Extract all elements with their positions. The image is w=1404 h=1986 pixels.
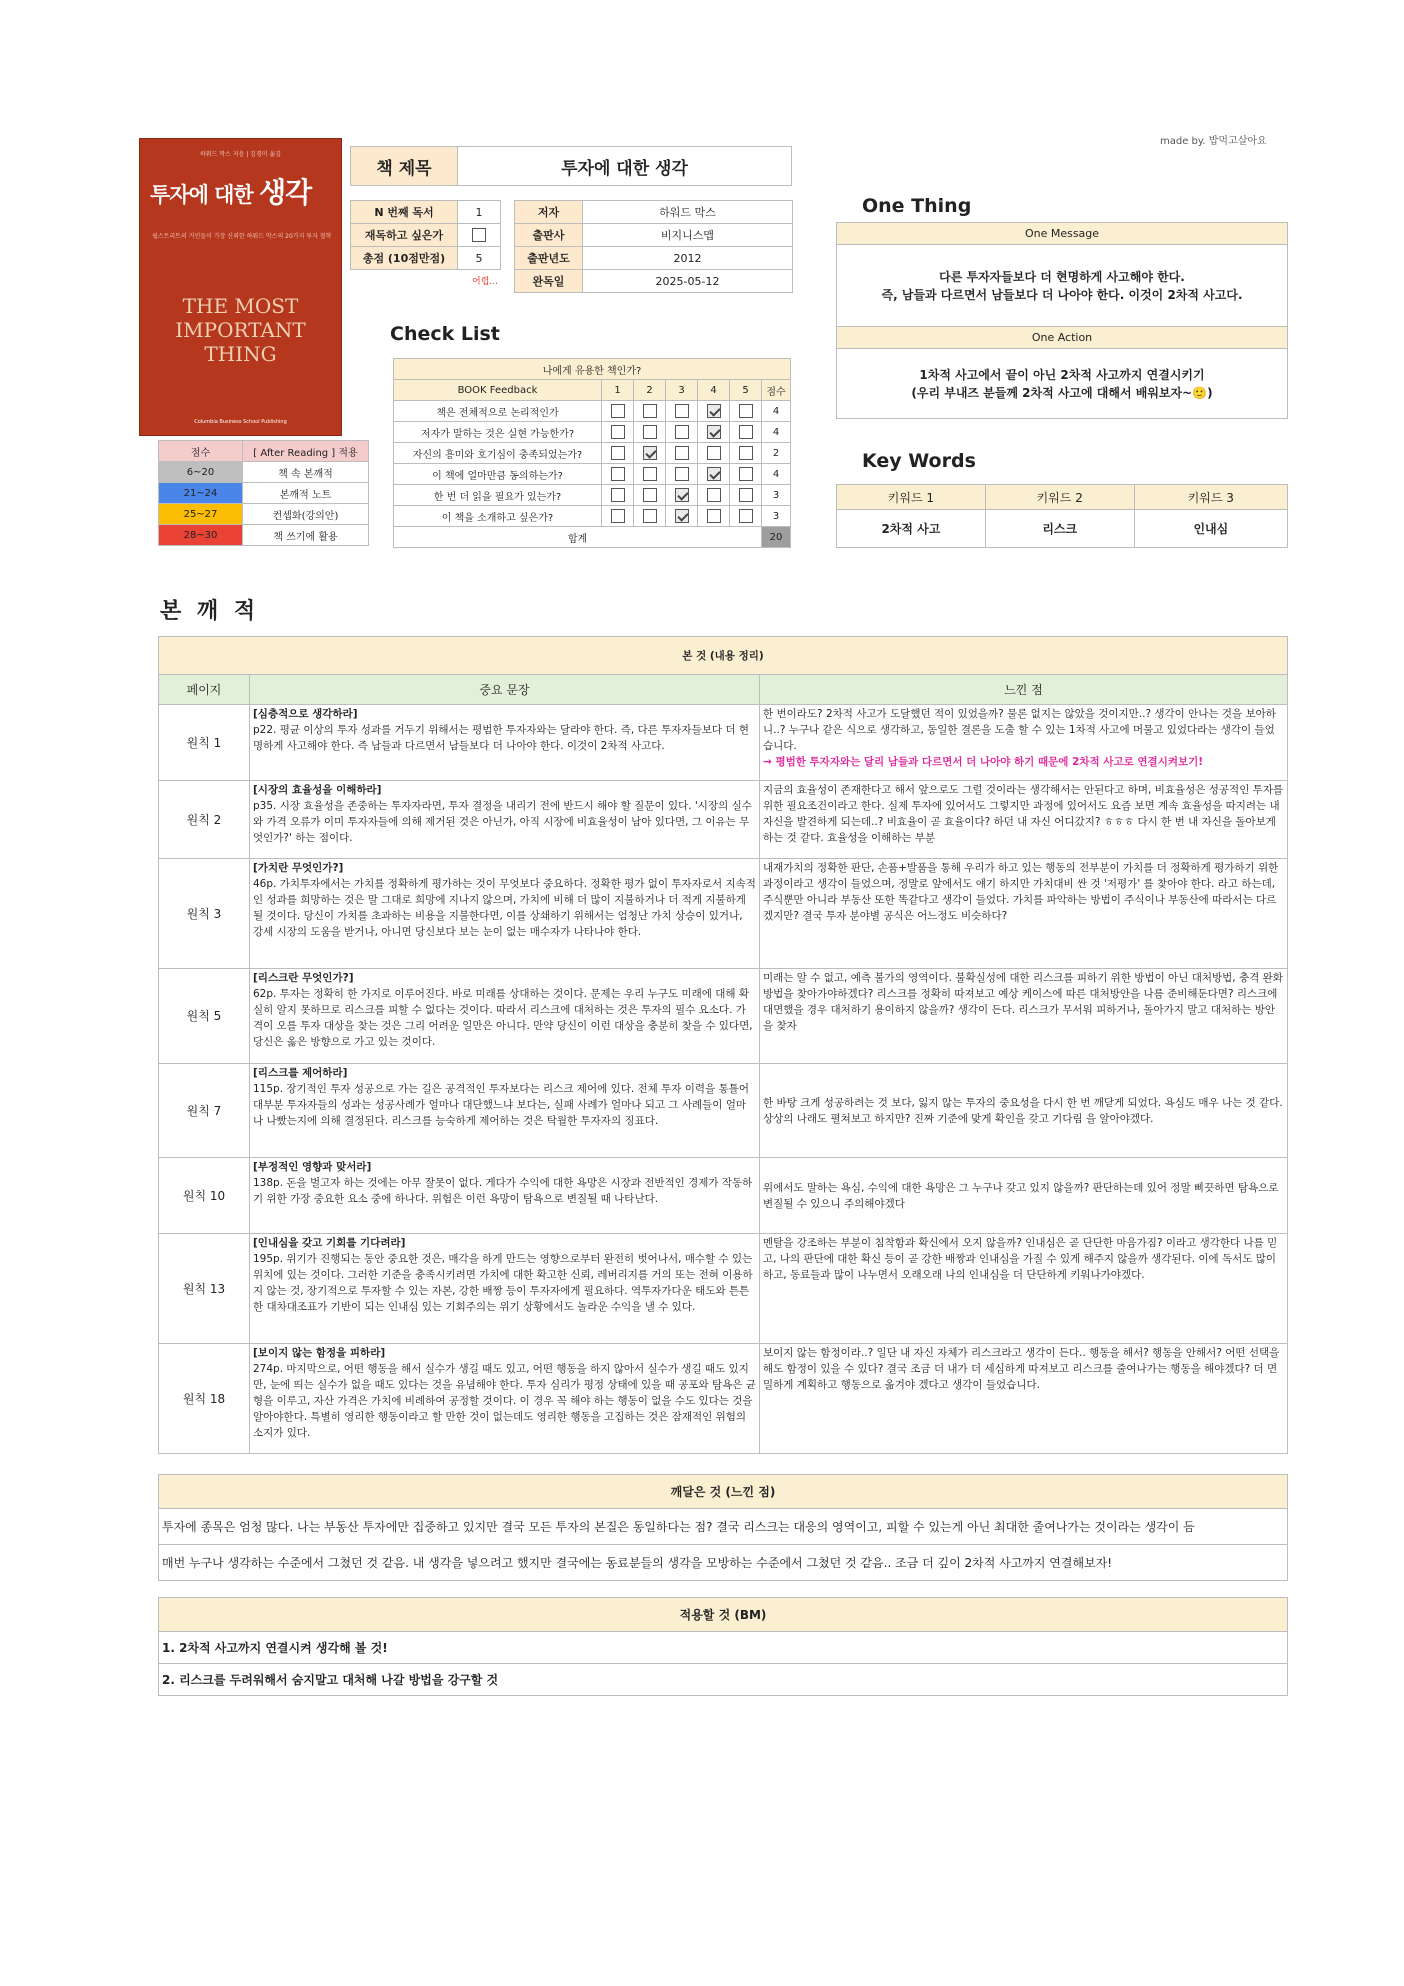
principle-sentence <box>250 859 760 969</box>
principle-text: 274p. 마지막으로, 어떤 행동을 해서 실수가 생길 때도 있고, 어떤 행동을 하지 않아서 실수가 생길 때도 있지만, 눈에 띄는 실수가 없을 때도 있다는 것을 유념해야 한다. 투자 심리가 평정 상태에 있을 때 공포와 탐욕은 균형을 이루고, 자산 가격은 가치에 비례하여 공정할 것이다. 이 경우 꼭 해야 하는 행동이 없을 수도 있다는 것을 알아야한다. 특별히 영리한 행동이라고 할 만한 것이 없는데도 영리한 행동을 고집하는 것은 잠재적인 위험의 소지가 있다. <box>253 1363 756 1439</box>
principle-heading: [심층적으로 생각하라] <box>253 708 358 720</box>
checkbox-cell <box>730 506 762 527</box>
keywords-table <box>836 484 1288 548</box>
score-col-2: 2 <box>634 380 666 401</box>
info-table <box>350 200 793 293</box>
principle-feel <box>760 859 1288 969</box>
feedback-col-head: BOOK Feedback <box>394 380 602 401</box>
score-checkbox[interactable] <box>611 404 625 418</box>
cover-title: 투자에 대한 생각 <box>150 176 312 209</box>
apply-line-2: 2. 리스크를 두려워해서 숨지말고 대처해 나갈 방법을 강구할 것 <box>159 1664 1288 1696</box>
done-label: 완독일 <box>515 270 583 293</box>
score-checkbox[interactable] <box>611 509 625 523</box>
realize-title: 깨달은 것 (느낀 점) <box>159 1475 1288 1509</box>
legend-head-apply: [ After Reading ] 적용 <box>243 441 369 462</box>
checklist-question-text: 자신의 흥미와 호기심이 충족되었는가? <box>394 443 602 464</box>
book-cover <box>139 138 342 436</box>
principle-feel <box>760 781 1288 859</box>
principle-row <box>159 705 1288 781</box>
publisher-value: 비지니스맵 <box>583 224 793 247</box>
nth-value: 1 <box>458 201 501 224</box>
score-checkbox[interactable] <box>611 467 625 481</box>
cover-english-title: THE MOST IMPORTANT THING <box>175 294 306 366</box>
feel-text: 보이지 않는 함정이라..? 일단 내 자신 자체가 리스크라고 생각이 든다.. 행동을 해서? 행동을 안해서? 어떤 선택을 해도 함정이 있을 수 있다? 결국 조금 더 내가 더 세심하게 따져보고 리스크를 줄여나가는 행동을 해야겠다? 더 면밀하게 계획하고 행동으로 옮겨야 겠다고 생각이 들었습니다. <box>763 1347 1280 1391</box>
score-checkbox[interactable] <box>675 425 689 439</box>
principle-feel <box>760 969 1288 1064</box>
principle-row <box>159 1158 1288 1234</box>
principle-page: 원칙 7 <box>159 1064 250 1158</box>
checkbox-cell <box>730 464 762 485</box>
done-value: 2025-05-12 <box>583 270 793 293</box>
principle-page: 원칙 2 <box>159 781 250 859</box>
checklist-row-score: 4 <box>762 401 791 422</box>
score-checkbox[interactable] <box>707 425 721 439</box>
score-checkbox[interactable] <box>739 488 753 502</box>
keyword-1: 2차적 사고 <box>837 510 986 548</box>
checkbox-cell <box>666 506 698 527</box>
principle-text: p22. 평균 이상의 투자 성과를 거두기 위해서는 평범한 투자자와는 달라야 한다. 즉, 다른 투자자들보다 더 현명하게 사고해야 한다. 즉 남들과 다르면서 남들보다 더 나아야 한다. 이것이 2차적 사고다. <box>253 724 749 752</box>
checkbox-cell <box>634 443 666 464</box>
score-legend <box>158 440 369 546</box>
principle-heading: [리스크를 제어하라] <box>253 1067 348 1079</box>
score-checkbox[interactable] <box>739 404 753 418</box>
feel-text: 내재가치의 정확한 판단, 손품+발품을 통해 우리가 하고 있는 행동의 전부분이 가치를 더 정확하게 평가하기 위한 과정이라고 생각이 들었으며, 정말로 앞에서도 얘기 하지만 가치대비 싼 것 '저평가' 를 찾아야 한다. 라고 하는데, 주식뿐만 아니라 부동산 또한 똑같다고 생각이 들었다. 가치를 파악하는 방법이 주식이나 부동산에 따라서는 다르겠지만? 결국 투자 분야별 공식은 어느정도 비슷하다? <box>763 862 1279 922</box>
score-col-4: 4 <box>698 380 730 401</box>
score-col-total: 점수 <box>762 380 791 401</box>
checkbox-cell <box>730 401 762 422</box>
checkbox-cell <box>666 401 698 422</box>
score-checkbox[interactable] <box>739 509 753 523</box>
legend-head-score: 점수 <box>159 441 243 462</box>
checklist-row <box>394 422 791 443</box>
checkbox-cell <box>666 443 698 464</box>
principle-sentence <box>250 1234 760 1344</box>
feel-text: 미래는 알 수 없고, 예측 불가의 영역이다. 불확실성에 대한 리스크를 피하기 위한 방법이 아닌 대처방법, 충격 완화 방법을 찾아가야하겠다? 리스크를 정확히 따져보고 예상 케이스에 따른 대처방안을 나름 준비해둔다면? 리스크에 대면했을 경우 대처하기 용이하지 않을까? 생각이 든다. 리스크가 무서워 피하거나, 돌아가지 말고 대처하는 방안을 찾자 <box>763 972 1283 1032</box>
checklist-row <box>394 443 791 464</box>
legend-range: 25~27 <box>159 504 243 525</box>
col-feel: 느낀 점 <box>760 675 1288 705</box>
principle-page: 원칙 18 <box>159 1344 250 1454</box>
score-checkbox[interactable] <box>675 467 689 481</box>
one-action-label: One Action <box>837 327 1288 349</box>
checkbox-cell <box>602 443 634 464</box>
seen-table <box>158 636 1288 1454</box>
checkbox-cell <box>730 443 762 464</box>
checklist-row-score: 3 <box>762 485 791 506</box>
checkbox-cell <box>698 485 730 506</box>
reread-checkbox-cell <box>458 224 501 247</box>
nth-label: N 번째 독서 <box>351 201 458 224</box>
score-col-5: 5 <box>730 380 762 401</box>
checklist-question-text: 이 책을 소개하고 싶은가? <box>394 506 602 527</box>
score-checkbox[interactable] <box>643 404 657 418</box>
checklist-question: 나에게 유용한 책인가? <box>394 359 791 380</box>
checklist-row <box>394 401 791 422</box>
score-checkbox[interactable] <box>611 425 625 439</box>
keywords-heading: Key Words <box>862 450 976 472</box>
one-action: 1차적 사고에서 끝이 아닌 2차적 사고까지 연결시키기 (우리 부내즈 분들께 2차적 사고에 대해서 배워보자~🙂) <box>837 349 1288 419</box>
legend-range: 21~24 <box>159 483 243 504</box>
principle-feel <box>760 1064 1288 1158</box>
keyword-3-label: 키워드 3 <box>1134 485 1287 510</box>
principle-sentence <box>250 1158 760 1234</box>
score-checkbox[interactable] <box>739 425 753 439</box>
score-checkbox[interactable] <box>707 488 721 502</box>
total-value: 5 <box>458 247 501 270</box>
keyword-2: 리스크 <box>985 510 1134 548</box>
principle-page: 원칙 5 <box>159 969 250 1064</box>
principle-feel <box>760 1234 1288 1344</box>
difficulty-note: 어렵... <box>472 277 498 287</box>
cover-publisher: Columbia Business School Publishing <box>194 419 287 425</box>
checkbox-cell <box>698 422 730 443</box>
checkbox-cell <box>634 506 666 527</box>
score-checkbox[interactable] <box>739 467 753 481</box>
principle-feel <box>760 705 1288 781</box>
score-checkbox[interactable] <box>707 446 721 460</box>
principle-sentence <box>250 969 760 1064</box>
checklist-heading: Check List <box>390 323 500 345</box>
col-sentence: 중요 문장 <box>250 675 760 705</box>
checkbox-cell <box>634 485 666 506</box>
principle-row <box>159 969 1288 1064</box>
checkbox-cell <box>730 485 762 506</box>
checklist-sum: 20 <box>762 527 791 548</box>
legend-apply: 본깨적 노트 <box>243 483 369 504</box>
checkbox-cell <box>634 422 666 443</box>
principle-row <box>159 1064 1288 1158</box>
score-checkbox[interactable] <box>643 467 657 481</box>
score-checkbox[interactable] <box>707 467 721 481</box>
principle-page: 원칙 3 <box>159 859 250 969</box>
checklist-question-text: 한 번 더 읽을 필요가 있는가? <box>394 485 602 506</box>
one-thing-table <box>836 222 1288 419</box>
checklist-sum-label: 합계 <box>394 527 762 548</box>
year-value: 2012 <box>583 247 793 270</box>
title-label: 책 제목 <box>351 147 458 186</box>
checkbox-cell <box>698 506 730 527</box>
legend-row <box>159 462 369 483</box>
legend-range: 6~20 <box>159 462 243 483</box>
score-checkbox[interactable] <box>739 446 753 460</box>
checkbox-cell <box>634 464 666 485</box>
checklist-question-text: 이 책에 얼마만큼 동의하는가? <box>394 464 602 485</box>
principle-sentence <box>250 1064 760 1158</box>
cover-subtitle: 월스트리트의 거인들이 가장 신뢰한 하워드 막스의 20가지 투자 철학 <box>152 233 332 240</box>
principle-sentence <box>250 705 760 781</box>
principle-page: 원칙 1 <box>159 705 250 781</box>
score-checkbox[interactable] <box>611 446 625 460</box>
bonkkae-heading: 본 깨 적 <box>160 599 260 624</box>
score-checkbox[interactable] <box>675 509 689 523</box>
principle-heading: [리스크란 무엇인가?] <box>253 972 354 984</box>
principle-heading: [가치란 무엇인가?] <box>253 862 344 874</box>
score-col-3: 3 <box>666 380 698 401</box>
checklist-row-score: 3 <box>762 506 791 527</box>
principle-row <box>159 1234 1288 1344</box>
principle-feel <box>760 1344 1288 1454</box>
feel-text: 지금의 효율성이 존재한다고 해서 앞으로도 그럴 것이라는 생각해서는 안된다고 하며, 비효율성은 성공적인 투자를 위한 필요조건이라고 한다. 실제 투자에 있어서도 그렇지만 과정에 있어서도 요즘 보면 계속 효율성을 따지려는 내 자신을 발견하게 되는데..? 비효율이 곧 효율이다? 하던 내 자신 어디갔지? ㅎㅎㅎ 다시 한 번 내 자신을 돌아보게 하는 것 같다. 효율성을 이해하는 부분 <box>763 784 1284 844</box>
checkbox-cell <box>666 485 698 506</box>
checklist-row-score: 4 <box>762 422 791 443</box>
cover-authors: 하워드 막스 지음 | 김경미 옮김 <box>199 151 282 158</box>
credit: made by. 밥먹고살아요 <box>1160 136 1267 147</box>
score-checkbox[interactable] <box>675 446 689 460</box>
feel-text: 한 바탕 크게 성공하려는 것 보다, 잃지 않는 투자의 중요성을 다시 한 번 깨닫게 되었다. 욕심도 매우 나는 것 같다. 상상의 나래도 펼쳐보고 하지만? 진짜 기준에 맞게 확인을 갖고 기다림 을 알아야겠다. <box>763 1096 1283 1125</box>
legend-apply: 컨셉화(강의안) <box>243 504 369 525</box>
checkbox-cell <box>602 485 634 506</box>
apply-title: 적용할 것 (BM) <box>159 1598 1288 1632</box>
legend-range: 28~30 <box>159 525 243 546</box>
keyword-3: 인내심 <box>1134 510 1287 548</box>
legend-apply: 책 쓰기에 활용 <box>243 525 369 546</box>
author-value: 하워드 막스 <box>583 201 793 224</box>
checklist-row <box>394 485 791 506</box>
checkbox-cell <box>698 443 730 464</box>
checkbox-cell <box>602 422 634 443</box>
principle-row <box>159 859 1288 969</box>
principle-heading: [부정적인 영향과 맞서라] <box>253 1161 372 1173</box>
checklist-row <box>394 464 791 485</box>
principle-heading: [보이지 않는 함정을 피하라] <box>253 1347 386 1359</box>
checkbox-cell <box>634 401 666 422</box>
principle-sentence <box>250 1344 760 1454</box>
book-title: 투자에 대한 생각 <box>458 147 792 186</box>
legend-row <box>159 525 369 546</box>
keyword-1-label: 키워드 1 <box>837 485 986 510</box>
principle-text: 195p. 위기가 진행되는 동안 중요한 것은, 매각을 하게 만드는 영향으로부터 완전히 벗어나서, 매수할 수 있는 위치에 있는 것이다. 그러한 기준을 충족시키려면 가치에 대한 확고한 신뢰, 레버리지를 거의 또는 전혀 이용하지 않는 것, 장기적으로 투자할 수 있는 자본, 강한 배짱 등이 투자자에게 필요하다. 역투자가다운 태도와 튼튼한 대차대조표가 기반이 되는 인내심 있는 기회주의는 위기 상황에서도 놀라운 수익을 낼 수 있다. <box>253 1253 753 1313</box>
col-page: 페이지 <box>159 675 250 705</box>
score-checkbox[interactable] <box>707 404 721 418</box>
principle-heading: [시장의 효율성을 이해하라] <box>253 784 382 796</box>
checkbox-cell <box>666 422 698 443</box>
score-checkbox[interactable] <box>675 404 689 418</box>
checklist-row-score: 4 <box>762 464 791 485</box>
legend-row <box>159 483 369 504</box>
legend-apply: 책 속 본깨적 <box>243 462 369 483</box>
principle-feel <box>760 1158 1288 1234</box>
checklist-table <box>393 358 791 548</box>
principle-page: 원칙 10 <box>159 1158 250 1234</box>
keyword-2-label: 키워드 2 <box>985 485 1134 510</box>
apply-line-1: 1. 2차적 사고까지 연결시켜 생각해 볼 것! <box>159 1632 1288 1664</box>
score-checkbox[interactable] <box>643 425 657 439</box>
checkbox-cell <box>602 464 634 485</box>
one-message: 다른 투자자들보다 더 현명하게 사고해야 한다. 즉, 남들과 다르면서 남들보다 더 나아야 한다. 이것이 2차적 사고다. <box>837 245 1288 327</box>
apply-table <box>158 1597 1288 1696</box>
feel-highlight: → 평범한 투자자와는 달리 남들과 다르면서 더 나아야 하기 때문에 2차적 사고로 연결시켜보기! <box>763 756 1204 768</box>
author-label: 저자 <box>515 201 583 224</box>
checklist-row <box>394 506 791 527</box>
principle-row <box>159 1344 1288 1454</box>
realize-line-2: 매번 누구나 생각하는 수준에서 그쳤던 것 같음. 내 생각을 넣으려고 했지만 결국에는 동료분들의 생각을 모방하는 수준에서 그쳤던 것 같음.. 조금 더 깊이 2차적 사고까지 연결해보자! <box>159 1545 1288 1581</box>
checkbox-cell <box>666 464 698 485</box>
checkbox-cell <box>602 401 634 422</box>
principle-heading: [인내심을 갖고 기회를 기다려라] <box>253 1237 406 1249</box>
checklist-row-score: 2 <box>762 443 791 464</box>
realize-line-1: 투자에 종목은 엄청 많다. 나는 부동산 투자에만 집중하고 있지만 결국 모든 투자의 본질은 동일하다는 점? 결국 리스크는 대응의 영역이고, 피할 수 있는게 아닌 최대한 줄여나가는 것이라는 생각이 듬 <box>159 1509 1288 1545</box>
score-checkbox[interactable] <box>643 488 657 502</box>
checklist-question-text: 저자가 말하는 것은 실현 가능한가? <box>394 422 602 443</box>
score-checkbox[interactable] <box>611 488 625 502</box>
principle-text: 138p. 돈을 벌고자 하는 것에는 아무 잘못이 없다. 게다가 수익에 대한 욕망은 시장과 전반적인 경제가 작동하기 위한 가장 중요한 요소 중에 하나다. 위험은 이런 욕망이 탐욕으로 변질될 때 나타난다. <box>253 1177 753 1205</box>
checklist-question-text: 책은 전체적으로 논리적인가 <box>394 401 602 422</box>
score-checkbox[interactable] <box>643 509 657 523</box>
total-label: 총점 (10점만점) <box>351 247 458 270</box>
checkbox-cell <box>698 464 730 485</box>
principle-text: 115p. 장기적인 투자 성공으로 가는 길은 공격적인 투자보다는 리스크 제어에 있다. 전체 투자 이력을 통틀어 대부분 투자자들의 성과는 성공사례가 얼마나 대단했느냐 보다는, 실패 사례가 얼마나 되고 그 사례들이 얼마나 나빴는지에 의해 결정된다. 리스크를 능숙하게 제어하는 것은 탁월한 투자자의 징표다. <box>253 1083 749 1127</box>
feel-text: 멘탈을 강조하는 부분이 침착함과 확신에서 오지 않을까? 인내심은 곧 단단한 마음가짐? 이라고 생각한다 나를 믿고, 나의 판단에 대한 확신 등이 곧 강한 배짱과 인내심을 가질 수 있게 해주지 않을까 생각된다. 이에 독서도 많이 하고, 동료들과 많이 나누면서 오래오래 나의 인내심을 더 단단하게 키워나가야겠다. <box>763 1237 1278 1281</box>
checkbox-cell <box>602 506 634 527</box>
title-table <box>350 146 792 186</box>
year-label: 출판년도 <box>515 247 583 270</box>
feel-text: 위에서도 말하는 욕심, 수익에 대한 욕망은 그 누구나 갖고 있지 않을까? 판단하는데 있어 정말 삐끗하면 탐욕으로 변질될 수 있으니 주의해야겠다 <box>763 1181 1279 1210</box>
principle-text: p35. 시장 효율성을 존중하는 투자자라면, 투자 결정을 내리기 전에 반드시 해야 할 질문이 있다. '시장의 실수와 가격 오류가 이미 투자자들에 의해 제거된 것은 아닌가, 아직 시장에 비효율성이 남아 있다면, 그 이유는 무엇인가?' 하는 점이다. <box>253 800 752 844</box>
legend-row <box>159 504 369 525</box>
one-message-label: One Message <box>837 223 1288 245</box>
reread-checkbox[interactable] <box>472 228 486 242</box>
score-checkbox[interactable] <box>707 509 721 523</box>
seen-title: 본 것 (내용 정리) <box>159 637 1288 675</box>
principle-page: 원칙 13 <box>159 1234 250 1344</box>
checkbox-cell <box>730 422 762 443</box>
reread-label: 재독하고 싶은가 <box>351 224 458 247</box>
publisher-label: 출판사 <box>515 224 583 247</box>
principle-row <box>159 781 1288 859</box>
one-thing-heading: One Thing <box>862 195 972 217</box>
score-checkbox[interactable] <box>643 446 657 460</box>
feel-text: 한 번이라도? 2차적 사고가 도달했던 적이 있었을까? 물론 없지는 않았을 것이지만..? 생각이 안나는 것을 보아하니..? 누구나 같은 식으로 생각하고, 동일한 결론을 도출 할 수 있는 1차적 사고에 머물고 있었다라는 생각이 들었습니다. <box>763 708 1276 752</box>
principle-text: 62p. 투자는 정확히 한 가지로 이루어진다. 바로 미래를 상대하는 것이다. 문제는 우리 누구도 미래에 대해 확실히 알지 못하므로 리스크를 피할 수 없다는 것이다. 따라서 리스크에 대처하는 것은 투자의 필수 요소다. 가격이 오를 투자 대상을 찾는 것은 그리 어려운 일만은 아니다. 만약 당신이 이런 대상을 충분히 찾을 수 있다면, 당신은 옳은 방향으로 가고 있는 것이다. <box>253 988 753 1048</box>
principle-sentence <box>250 781 760 859</box>
score-col-1: 1 <box>602 380 634 401</box>
checkbox-cell <box>698 401 730 422</box>
principle-text: 46p. 가치투자에서는 가치를 정확하게 평가하는 것이 무엇보다 중요하다. 정확한 평가 없이 투자자로서 지속적인 성과를 희망하는 것은 말 그대로 희망에 지나지 않으며, 가치에 비해 더 많이 지불하거나 더 적게 지불하게 될 것이다. 당신이 가치를 초과하는 비용을 지불한다면, 이를 상쇄하기 위해서는 엄청난 가치 상승이 있거나, 강세 시장의 도움을 받거나, 아니면 당신보다 보는 눈이 없는 매수자가 나타나야 한다. <box>253 878 756 938</box>
score-checkbox[interactable] <box>675 488 689 502</box>
realize-table <box>158 1474 1288 1581</box>
